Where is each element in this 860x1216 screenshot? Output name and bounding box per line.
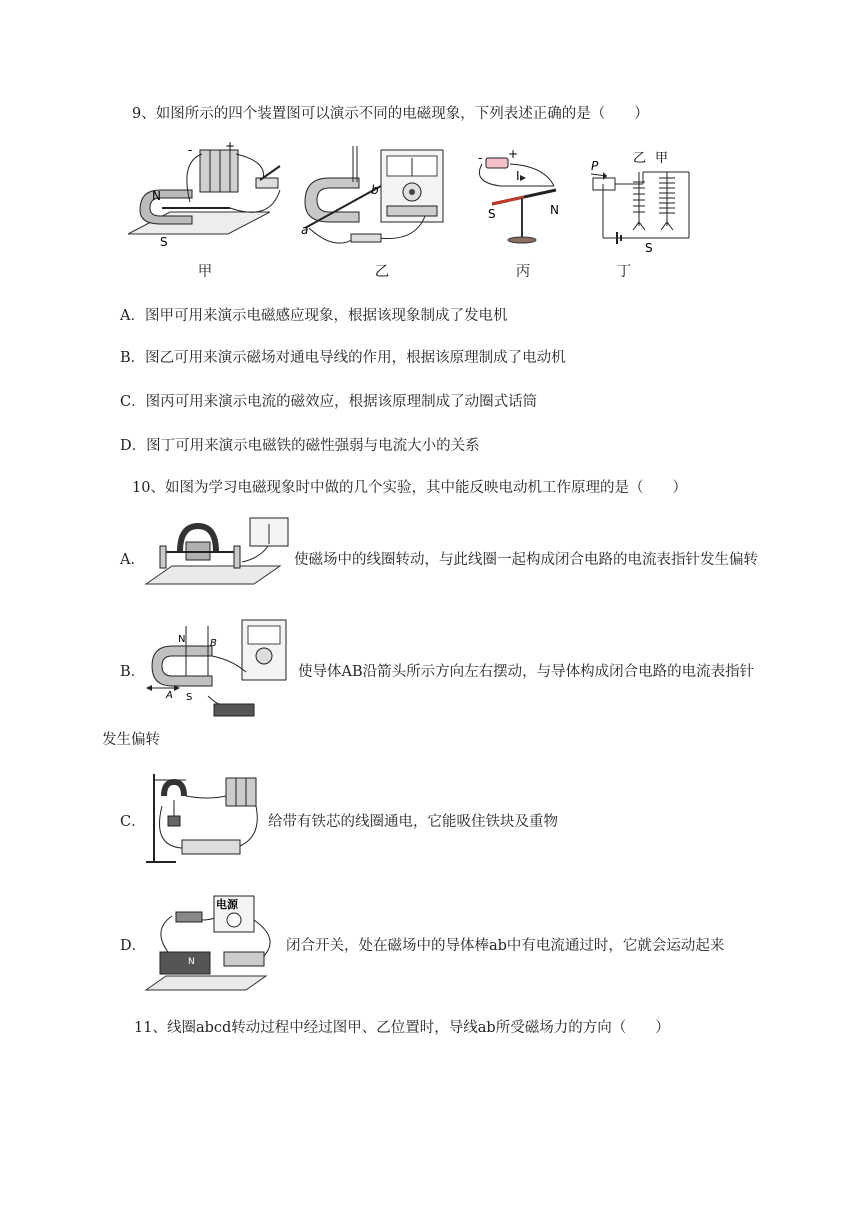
label-ding-P: P: [591, 159, 599, 173]
q11-stem: 11、线圈abcd转动过程中经过图甲、乙位置时，导线ab所受磁场力的方向（ ）: [134, 1020, 670, 1036]
q10-option-a-text: 使磁场中的线圈转动，与此线圈一起构成闭合电路的电流表指针发生偏转: [294, 552, 758, 568]
q10-figure-b: [142, 616, 292, 722]
q9-figure-yi: [295, 142, 455, 252]
q9-caption-ding: 丁: [616, 264, 632, 280]
label-ding-S: S: [645, 241, 653, 254]
label-bing-minus: -: [478, 151, 483, 165]
q9-caption-yi: 乙: [374, 264, 390, 280]
q9-caption-jia: 甲: [197, 264, 213, 280]
q10-option-d-letter: D．: [120, 938, 147, 954]
label-jia-minus: -: [188, 143, 193, 157]
q10-option-b-text: 使导体AB沿箭头所示方向左右摆动，与导体构成闭合电路的电流表指针: [298, 664, 755, 680]
label-yi-b: b: [371, 183, 379, 197]
q10-option-d-text: 闭合开关，处在磁场中的导体棒ab中有电流通过时，它就会运动起来: [286, 938, 725, 954]
q9-caption-bing: 丙: [515, 264, 531, 280]
q9-option-b: B．图乙可用来演示磁场对通电导线的作用，根据该原理制成了电动机: [120, 350, 566, 366]
q10-figure-a: [142, 508, 292, 596]
q9-option-c: C．图丙可用来演示电流的磁效应，根据该原理制成了动圈式话筒: [120, 394, 538, 410]
q9-figure-jia: [120, 142, 295, 247]
q9-option-d: D．图丁可用来演示电磁铁的磁性强弱与电流大小的关系: [120, 438, 480, 454]
q10-option-a-letter: A．: [120, 552, 145, 568]
label-jia-S: S: [160, 235, 168, 247]
q10-option-c-letter: C．: [120, 814, 146, 830]
label-b-S: S: [186, 692, 193, 703]
label-bing-S: S: [488, 207, 496, 221]
q9-option-a: A．图甲可用来演示电磁感应现象，根据该现象制成了发电机: [120, 308, 508, 324]
q9-figure-bing: [464, 142, 574, 247]
label-bing-plus: +: [508, 147, 519, 161]
label-jia-plus: +: [225, 142, 236, 153]
q10-figure-c: [142, 766, 262, 870]
label-yi-a: a: [301, 223, 309, 237]
label-b-B: B: [210, 638, 217, 649]
label-b-A: A: [166, 690, 173, 701]
label-bing-I: I: [516, 169, 520, 183]
q9-figure-ding: [583, 142, 695, 254]
q10-option-c-text: 给带有铁芯的线圈通电，它能吸住铁块及重物: [268, 814, 558, 830]
q10-option-b-cont: 发生偏转: [102, 732, 160, 748]
label-jia-N: N: [152, 189, 161, 203]
label-ding-jia: 甲: [655, 151, 669, 166]
q10-option-b-letter: B．: [120, 664, 146, 680]
label-ding-yi: 乙: [633, 151, 647, 166]
q10-figure-d: [142, 890, 282, 996]
label-bing-N: N: [550, 203, 559, 217]
label-d-power: 电源: [216, 898, 238, 911]
q10-stem: 10、如图为学习电磁现象时中做的几个实验，其中能反映电动机工作原理的是（ ）: [132, 480, 687, 496]
q9-stem: 9、如图所示的四个装置图可以演示不同的电磁现象，下列表述正确的是（ ）: [132, 106, 649, 122]
label-d-N: N: [188, 957, 195, 967]
label-b-N: N: [178, 634, 186, 645]
